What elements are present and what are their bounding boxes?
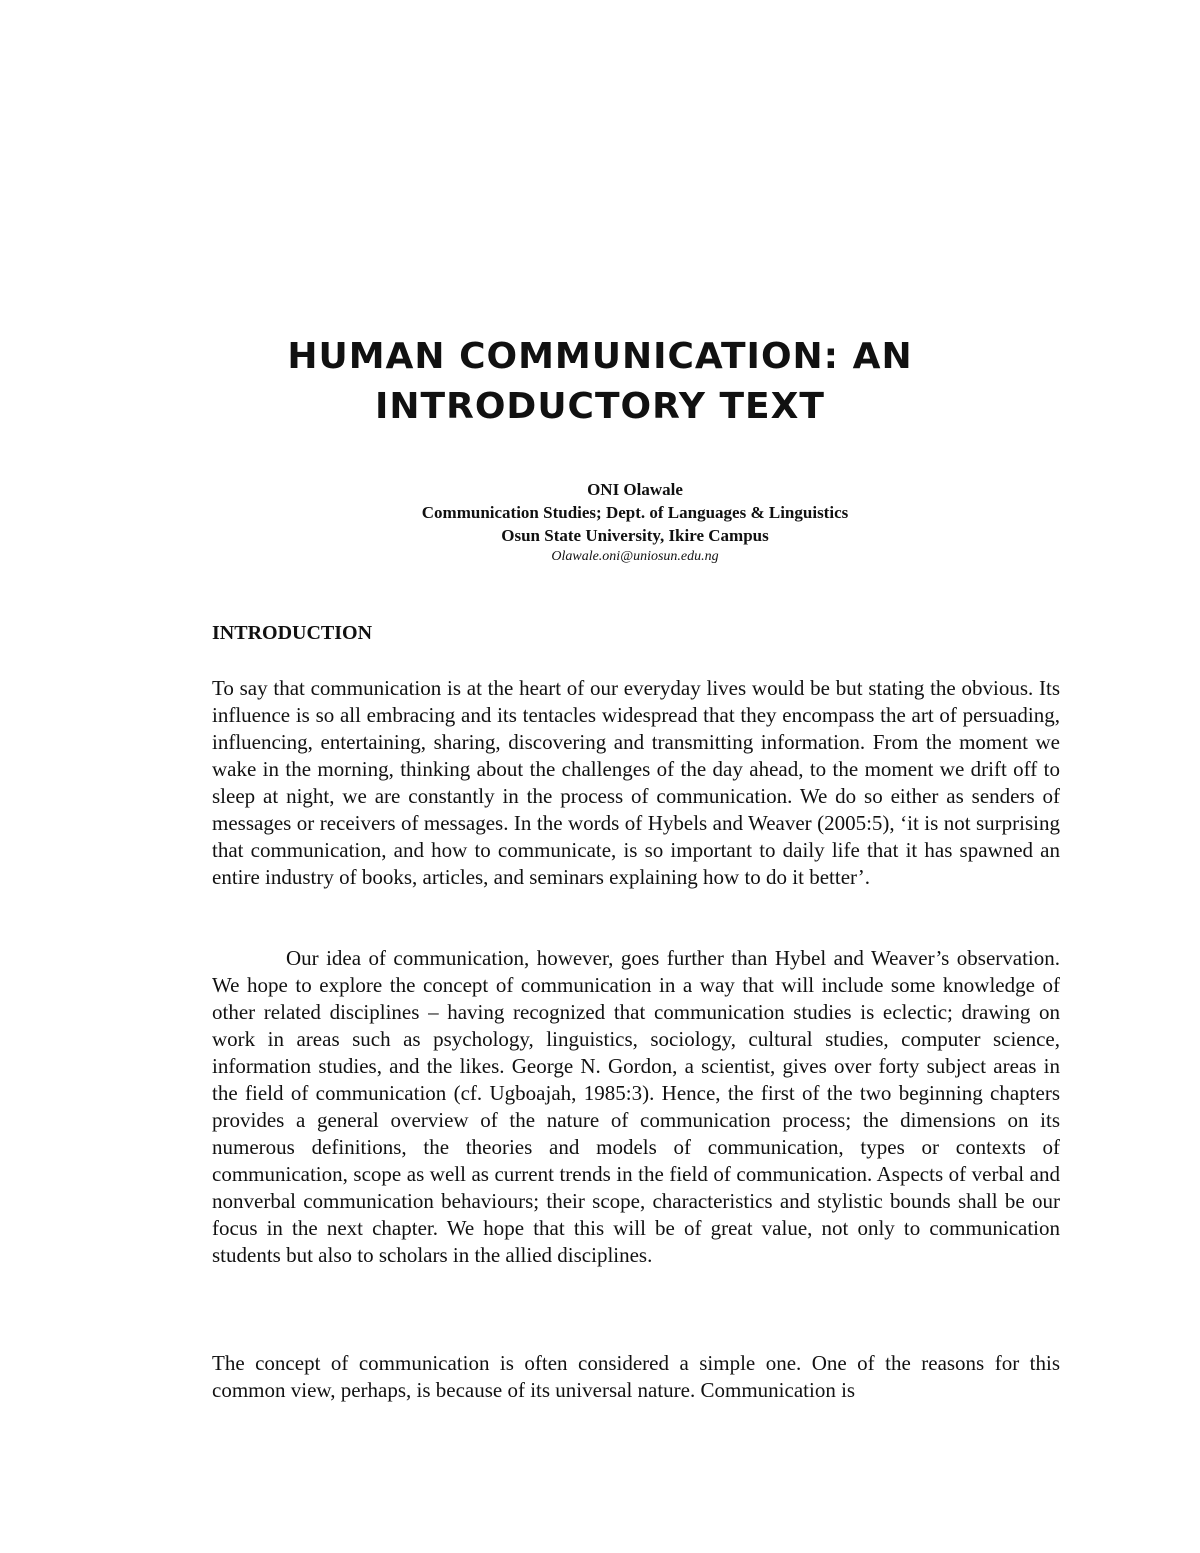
- document-title: [0, 332, 1200, 432]
- author-affiliation-university: Osun State University, Ikire Campus: [501, 526, 769, 545]
- paragraph-3: The concept of communication is often considered a simple one. One of the reasons for this common view, perhaps, is because of its universal nature. Communication is: [212, 1351, 1060, 1402]
- author-name: ONI Olawale: [587, 480, 683, 499]
- paragraph-2: Our idea of communication, however, goes further than Hybel and Weaver’s observation. We hope to explore the concept of communication in a way that will include some knowledge of other related disciplines – having recognized that communication studies is eclectic; drawing on work in areas such as psychology, linguistics, sociology, cultural studies, computer science, information studies, and the likes. George N. Gordon, a scientist, gives over forty subject areas in the field of communication (cf. Ugboajah, 1985:3). Hence, the first of the two beginning chapters provides a general overview of the nature of communication process; the dimensions on its numerous definitions, the theories and models of communication, types or contexts of communication, scope as well as current trends in the field of communication. Aspects of verbal and nonverbal communication behaviours; their scope, characteristics and stylistic bounds shall be our focus in the next chapter. We hope that this will be of great value, not only to communication students but also to scholars in the allied disciplines.: [212, 946, 1060, 1267]
- title-line-1: HUMAN COMMUNICATION: AN: [287, 336, 913, 377]
- title-line-2: INTRODUCTORY TEXT: [375, 386, 825, 427]
- author-block: [0, 478, 1200, 567]
- author-affiliation-department: Communication Studies; Dept. of Languages & Linguistics: [421, 503, 849, 522]
- author-email: Olawale.oni@uniosun.edu.ng: [551, 549, 719, 564]
- paragraph-1: To say that communication is at the heart of our everyday lives would be but stating the obvious. Its influence is so all embracing and its tentacles widespread that they encompass the art of persuading, influencing, entertaining, sharing, discovering and transmitting information. From the moment we wake in the morning, thinking about the challenges of the day ahead, to the moment we drift off to sleep at night, we are constantly in the process of communication. We do so either as senders of messages or receivers of messages. In the words of Hybels and Weaver (2005:5), ‘it is not surprising that communication, and how to communicate, is so important to daily life that it has spawned an entire industry of books, articles, and seminars explaining how to do it better’.: [212, 676, 1060, 889]
- section-heading-introduction: INTRODUCTION: [212, 622, 373, 644]
